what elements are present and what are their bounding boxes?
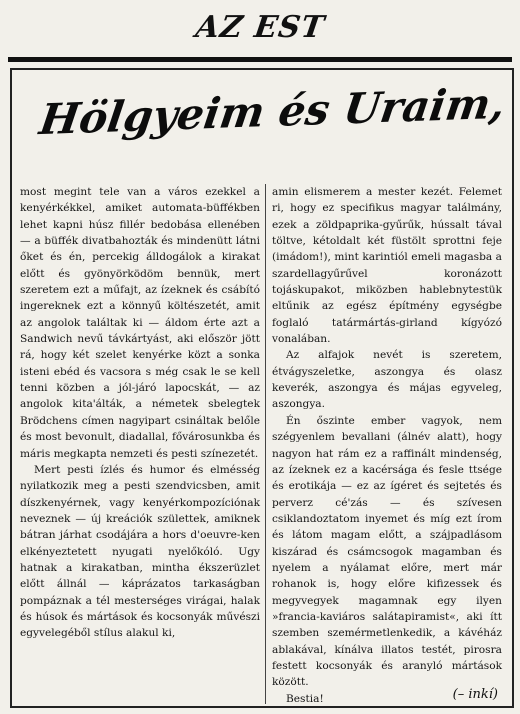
paragraph: Az alfajok nevét is szeretem, étvágyszeletke, aszongya és olasz keverék, aszongya és májas egyveleg, aszongya. <box>272 349 502 411</box>
paragraph: Én őszinte ember vagyok, nem szégyenlem bevallani (álnév alatt), hogy nagyon hat rám ez a raffinált mindenség, az ízeknek ez a kacérsága és fesle ttsége és erotikája — ez az ígéret és sejtetés és perverz cé'zás — és szívesen csiklandoztatom inyemet és míg ezt írom és látom magam előtt, a szájpadlásom kiszárad és csámcsogok magamban és nyelem a nyálamat előre, mert már rohanok is, hogy előre kifizessek és megyvegyek magamnak egy ilyen »francia-kaviáros salátapiramist«, aki ítt szemben szemérmetlenkedik, a kávéház ablakával, kínálva illatos testét, pirosra festett kocsonyák és aranyló mártások között. <box>272 414 502 689</box>
right-column <box>272 184 502 707</box>
paragraph: amin elismerem a mester kezét. Felemet ri, hogy ez specifikus magyar találmány, ezek a zöldpaprika-gyűrűk, hússalt tával töltve, kétoldalt két füstölt sprottni feje (imádom!), mint karintiól emeli magasba a szardellagyűrűvel koronázott tojáskupakot, miközben hablebnytestük eltűnik az egész építmény egységbe foglaló tatármártás-girland kígyózó vonalában. <box>272 186 502 346</box>
headline: Hölgyeim és Uraim, <box>36 78 509 145</box>
column-divider <box>265 184 266 704</box>
left-column <box>20 184 260 642</box>
paragraph: Bestia! <box>286 692 324 705</box>
masthead-logo: AZ EST <box>193 10 327 45</box>
masthead <box>0 10 520 45</box>
paragraph: most megint tele van a város ezekkel a kenyérkékkel, amiket automata-büffékben lehet kapni húsz fillér bedobása ellenében — a büffék divatbahozták és mindenütt látni őket és én, percekig álldogálok a kirakat előtt és gyönyörködöm bennük, mert szeretem ezt a műfajt, az ízeknek és csábító ingereknek ezt a könnyű költészetét, amit az angolok találtak ki — áldom érte azt a Sandwich nevű távkártyást, aki először jött rá, hogy két szelet kenyérke közt a sonka isteni ebéd és vacsora s még csak le se kell tenni közben a jól-járó lapocskát, — az angolok kita'álták, a németek sbelegtek Brödchens címen nagyipart csináltak belőle és most bevonult, diadallal, fővárosunkba és máris megkapta nemzeti és pesti színezetét. <box>20 186 260 460</box>
author-signature: (– inkí) <box>452 687 498 702</box>
paragraph: Mert pesti ízlés és humor és elmésség nyilatkozik meg a pesti szendvicsben, amit díszkenyérnek, vagy kenyérkompozíciónak neveznek — új kreációk születtek, amiknek bátran járhat csodájára a hors d'oeuvre-ken elkényeztetett nyugati nyelőkóló. Ugy hatnak a kirakatban, mintha ékszerüzlet előtt állnál — káprázatos tarkaságban pompáznak a tél mesterséges virágai, halak és húsok és mártások és kocsonyák művészi egyvelegéből stílus alakul ki, <box>20 463 260 640</box>
masthead-rule <box>8 57 512 62</box>
article-body <box>20 184 502 704</box>
